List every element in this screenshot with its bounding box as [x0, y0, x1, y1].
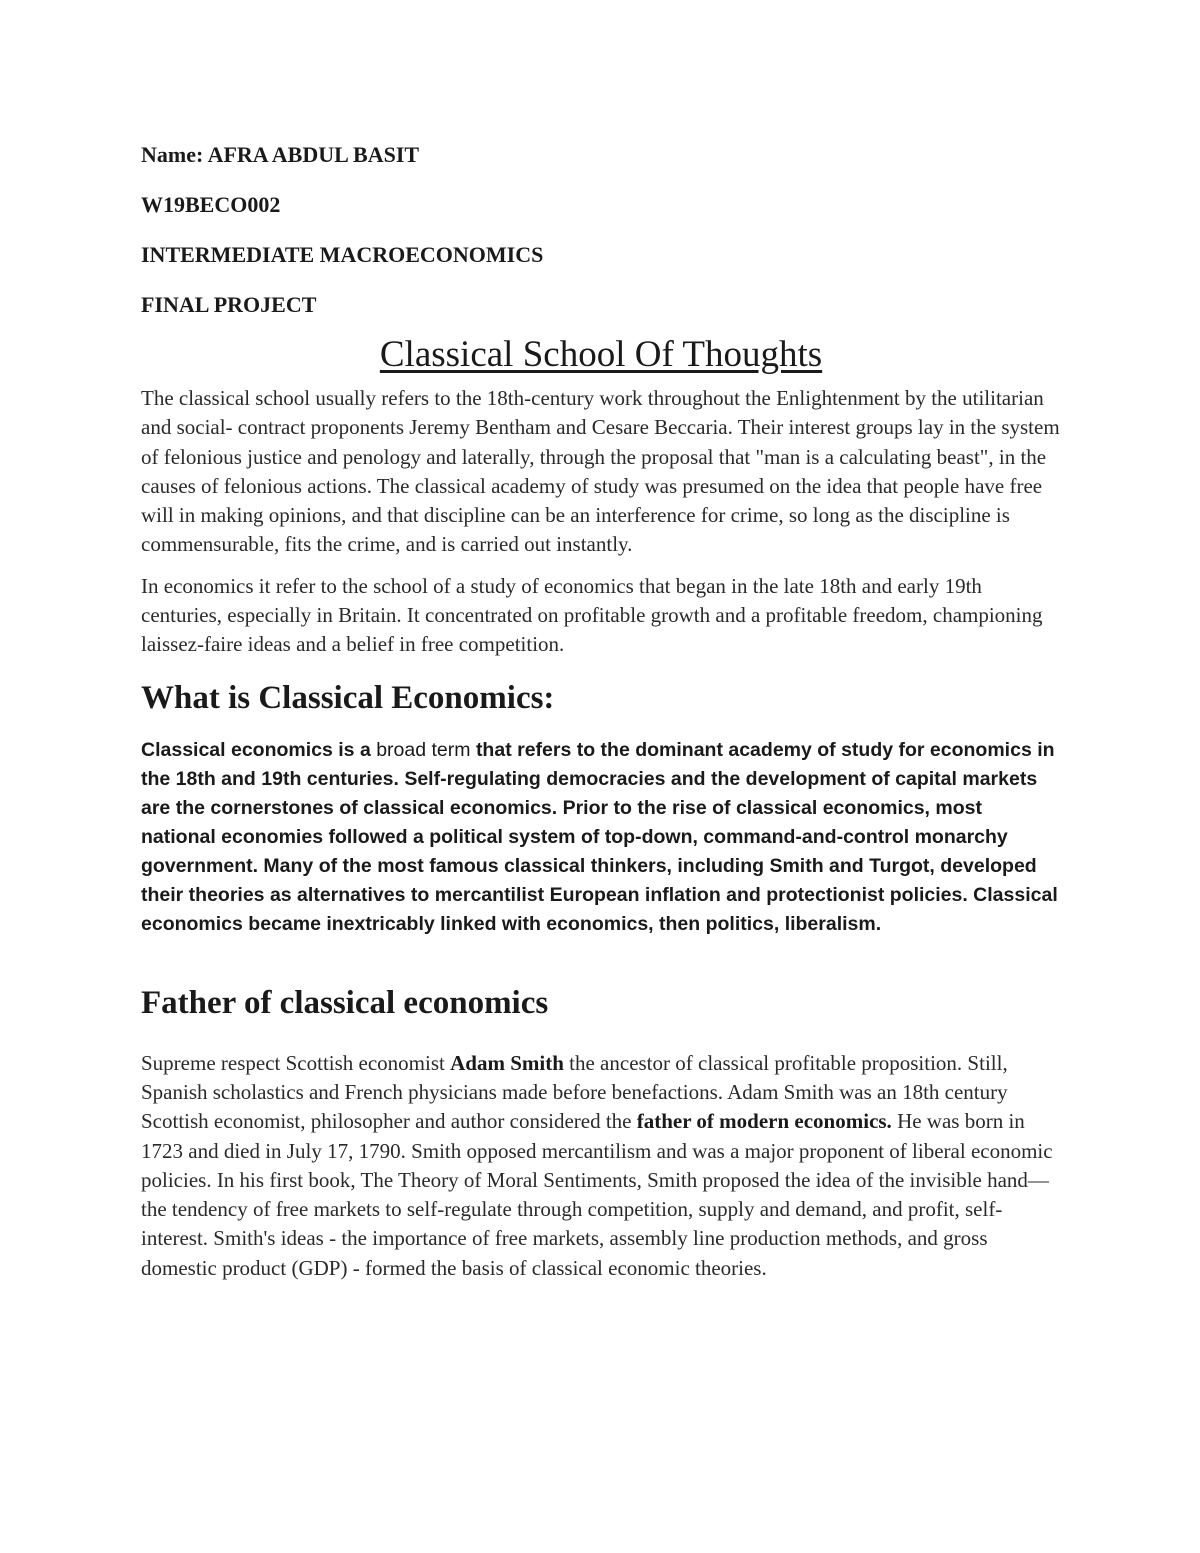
student-id: W19BECO002: [141, 192, 281, 217]
text-run-bold: Classical economics is a: [141, 738, 371, 761]
text-run-bold: Adam Smith: [450, 1050, 564, 1075]
intro-paragraph-2: In economics it refer to the school of a study of economics that began in the late 18th and early 19th centuries, especially in Britain. It concentrated on profitable growth and a profitable freedom, championing laissez-faire ideas and a belief in free competition.: [141, 573, 1043, 657]
text-run-bold: father of modern economics.: [636, 1109, 892, 1134]
classical-economics-paragraph: [141, 736, 1061, 939]
section-heading-classical-economics: What is Classical Economics:: [141, 679, 555, 716]
intro-paragraph-1: The classical school usually refers to the 18th-century work throughout the Enlightenment by the utilitarian and social- contract proponents Jeremy Bentham and Cesare Beccaria. Their interest groups lay in the system of felonious justice and penology and laterally, through the proposal that "man is a calculating beast", in the causes of felonious actions. The classical academy of study was presumed on the idea that people have free will in making opinions, and that discipline can be an interference for crime, so long as the discipline is commensurable, fits the crime, and is carried out instantly.: [141, 386, 1060, 557]
section-heading-father-of-economics: Father of classical economics: [141, 984, 549, 1021]
project-label: FINAL PROJECT: [141, 292, 317, 317]
student-name: Name: AFRA ABDUL BASIT: [141, 142, 420, 167]
text-run-bold: that refers to the dominant academy of study for economics in the 18th and 19th centuries. Self-regulating democracies and the development of capital markets are the cornerstones of classical economics. Prior to the rise of classical economics, most national economies followed a political system of top-down, command-and-control monarchy government. Many of the most famous classical thinkers, including Smith and Turgot, developed their theories as alternatives to mercantilist European inflation and protectionist policies. Classical economics became inextricably linked with economics, then politics, liberalism.: [141, 738, 1058, 935]
text-run: Supreme respect Scottish economist: [141, 1050, 451, 1075]
document-page: [141, 140, 1061, 1295]
document-title: Classical School Of Thoughts: [379, 334, 823, 375]
father-of-economics-paragraph: [141, 1049, 1061, 1283]
course-name: INTERMEDIATE MACROECONOMICS: [141, 242, 544, 267]
text-run: broad term: [370, 738, 476, 761]
text-run: the ancestor of classical profitable proposition. Still, Spanish scholastics and French physicians made before benefactions. Adam Smith was an 18th century Scottish economist, philosopher and author considered the: [141, 1050, 1008, 1134]
text-run: He was born in 1723 and died in July 17, 1790. Smith opposed mercantilism and was a major proponent of liberal economic policies. In his first book, The Theory of Moral Sentiments, Smith proposed the idea of the invisible hand—the tendency of free markets to self-regulate through competition, supply and demand, and profit, self-interest. Smith's ideas - the importance of free markets, assembly line production methods, and gross domestic product (GDP) - formed the basis of classical economic theories.: [141, 1109, 1053, 1280]
